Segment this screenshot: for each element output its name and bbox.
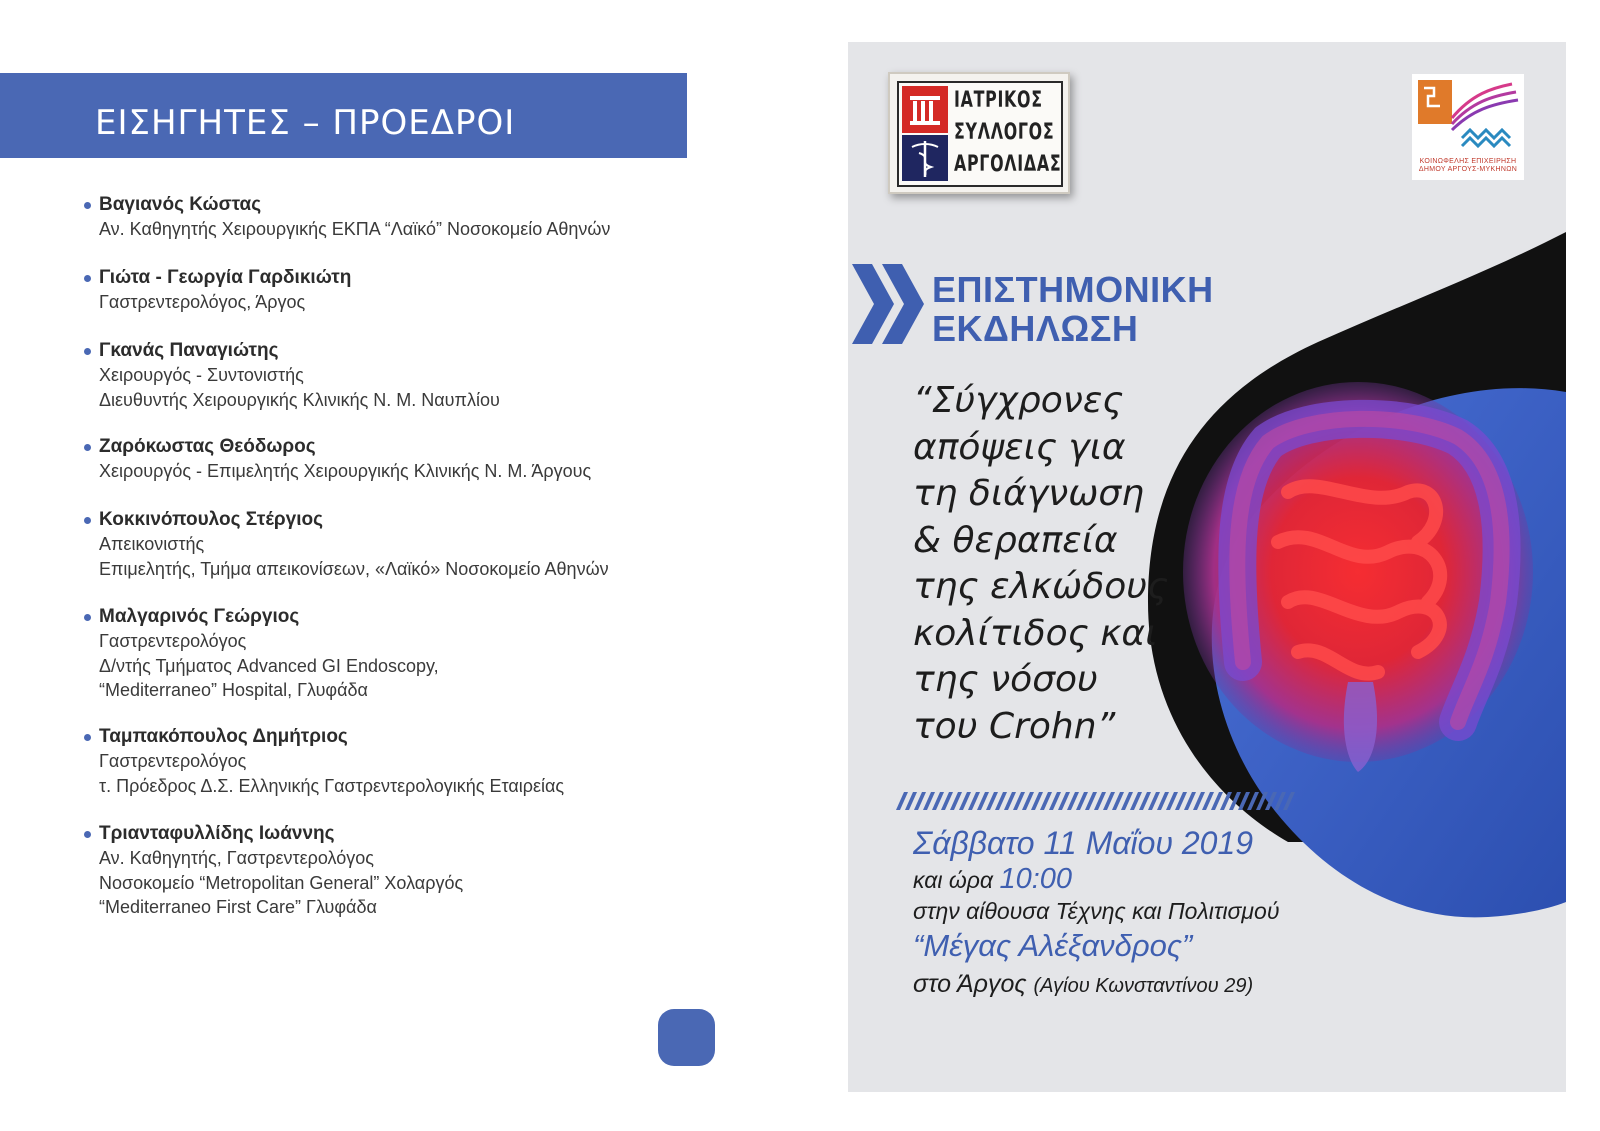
page-marker [658, 1009, 715, 1066]
caduceus-icon [902, 135, 948, 181]
section-title: ΕΙΣΗΓΗΤΕΣ – ΠΡΟΕΔΡΟΙ [95, 103, 516, 143]
speaker-role: Νοσοκομείο “Metropolitan General” Χολαργός [99, 872, 464, 893]
event-title-line: “Σύγχρονες [913, 380, 1124, 421]
bullet-icon [84, 734, 91, 741]
event-address: (Αγίου Κωνσταντίνου 29) [1033, 975, 1254, 997]
event-type-line1: ΕΠΙΣΤΗΜΟΝΙΚΗ [932, 269, 1214, 310]
speaker-role: Επιμελητής, Τμήμα απεικονίσεων, «Λαϊκό» Νοσοκομείο Αθηνών [99, 558, 609, 579]
logo-text-line: ΑΡΓΟΛΙΔΑΣ [954, 152, 1062, 177]
logo-caption-line1: ΚΟΙΝΩΦΕΛΗΣ ΕΠΙΧΕΙΡΗΣΗ [1419, 158, 1517, 165]
speaker-role: Γαστρεντερολόγος, Άργος [99, 292, 306, 312]
event-date: Σάββατο 11 Μαΐου 2019 [913, 825, 1254, 861]
bullet-icon [84, 275, 91, 282]
bullet-icon [84, 831, 91, 838]
municipal-enterprise-logo [1412, 74, 1524, 180]
speaker-entry [84, 604, 439, 703]
speaker-role: Απεικονιστής [99, 534, 205, 554]
speaker-role: Χειρουργός - Επιμελητής Χειρουργικής Κλινικής Ν. Μ. Άργους [99, 461, 592, 481]
speaker-name: Ταμπακόπουλος Δημήτριος [99, 726, 348, 747]
event-title-line: κολίτιδος και [913, 612, 1158, 654]
event-type-line2: ΕΚΔΗΛΩΣΗ [932, 308, 1139, 349]
event-title-line: απόψεις για [913, 426, 1126, 468]
speaker-name: Ζαρόκωστας Θεόδωρος [99, 436, 316, 457]
speaker-role: Δ/ντής Τμήματος Advanced GI Endoscopy, [99, 655, 439, 676]
speaker-name: Γκανάς Παναγιώτης [99, 340, 279, 361]
double-chevron-icon [852, 264, 932, 344]
speaker-name: Μαλγαρινός Γεώργιος [99, 606, 300, 627]
event-title [913, 378, 1193, 750]
speaker-entry [84, 507, 609, 581]
event-title-line: της νόσου [913, 659, 1098, 700]
logo-caption-line2: ΔΗΜΟΥ ΑΡΓΟΥΣ-ΜΥΚΗΝΩΝ [1418, 166, 1518, 173]
event-location [913, 968, 1253, 1002]
speaker-role: Αν. Καθηγητής, Γαστρεντερολόγος [99, 848, 374, 868]
speaker-entry [84, 192, 610, 242]
columns-emblem-icon [902, 86, 948, 133]
speaker-name: Γιώτα - Γεωργία Γαρδικιώτη [99, 267, 352, 288]
speaker-name: Κοκκινόπουλος Στέργιος [99, 509, 324, 530]
speaker-entry [84, 434, 591, 484]
speaker-role: τ. Πρόεδρος Δ.Σ. Ελληνικής Γαστρεντερολογικής Εταιρείας [99, 775, 565, 796]
logo-text [954, 85, 1062, 181]
bullet-icon [84, 444, 91, 451]
event-title-line: τη διάγνωση [913, 473, 1145, 514]
time-prefix: και ώρα [913, 867, 994, 893]
event-city: στο Άργος [913, 970, 1027, 998]
event-title-line: της ελκώδους [913, 566, 1169, 607]
bullet-icon [84, 202, 91, 209]
bullet-icon [84, 348, 91, 355]
logo-text-line: ΣΥΛΛΟΓΟΣ [954, 120, 1055, 145]
logo-frame [897, 81, 1063, 187]
cover-page [848, 42, 1566, 1092]
bullet-icon [84, 517, 91, 524]
speaker-role: Διευθυντής Χειρουργικής Κλινικής Ν. Μ. Ναυπλίου [99, 389, 500, 410]
section-header-bar [0, 73, 687, 158]
speaker-role: Γαστρεντερολόγος [99, 751, 247, 771]
speaker-name: Τριανταφυλλίδης Ιωάννης [99, 823, 335, 844]
speaker-role: Αν. Καθηγητής Χειρουργικής ΕΚΠΑ “Λαϊκό” Νοσοκομείο Αθηνών [99, 219, 611, 239]
speaker-entry [84, 265, 351, 315]
event-title-line: του Crohn” [913, 705, 1116, 747]
event-title-line: & θεραπεία [913, 519, 1118, 561]
event-time-line [913, 862, 1072, 897]
speaker-entry [84, 821, 463, 920]
speaker-entry [84, 724, 564, 798]
theatre-emblem-icon [1412, 74, 1524, 154]
speaker-role: “Mediterraneo First Care” Γλυφάδα [99, 897, 377, 917]
logo-caption [1412, 158, 1524, 174]
speaker-name: Βαγιανός Κώστας [99, 194, 262, 215]
event-venue: “Μέγας Αλέξανδρος” [913, 928, 1193, 963]
speaker-role: “Mediterraneo” Hospital, Γλυφάδα [99, 680, 368, 700]
event-time: 10:00 [999, 863, 1073, 895]
speaker-role: Γαστρεντερολόγος [99, 631, 247, 651]
speaker-entry [84, 338, 500, 412]
logo-text-line: ΙΑΤΡΙΚΟΣ [954, 88, 1043, 113]
speaker-role: Χειρουργός - Συντονιστής [99, 365, 304, 385]
medical-association-logo [888, 72, 1070, 194]
event-type-heading [932, 270, 1214, 348]
stripe-divider [896, 790, 1296, 812]
bullet-icon [84, 614, 91, 621]
event-hall: στην αίθουσα Τέχνης και Πολιτισμού [913, 898, 1280, 924]
